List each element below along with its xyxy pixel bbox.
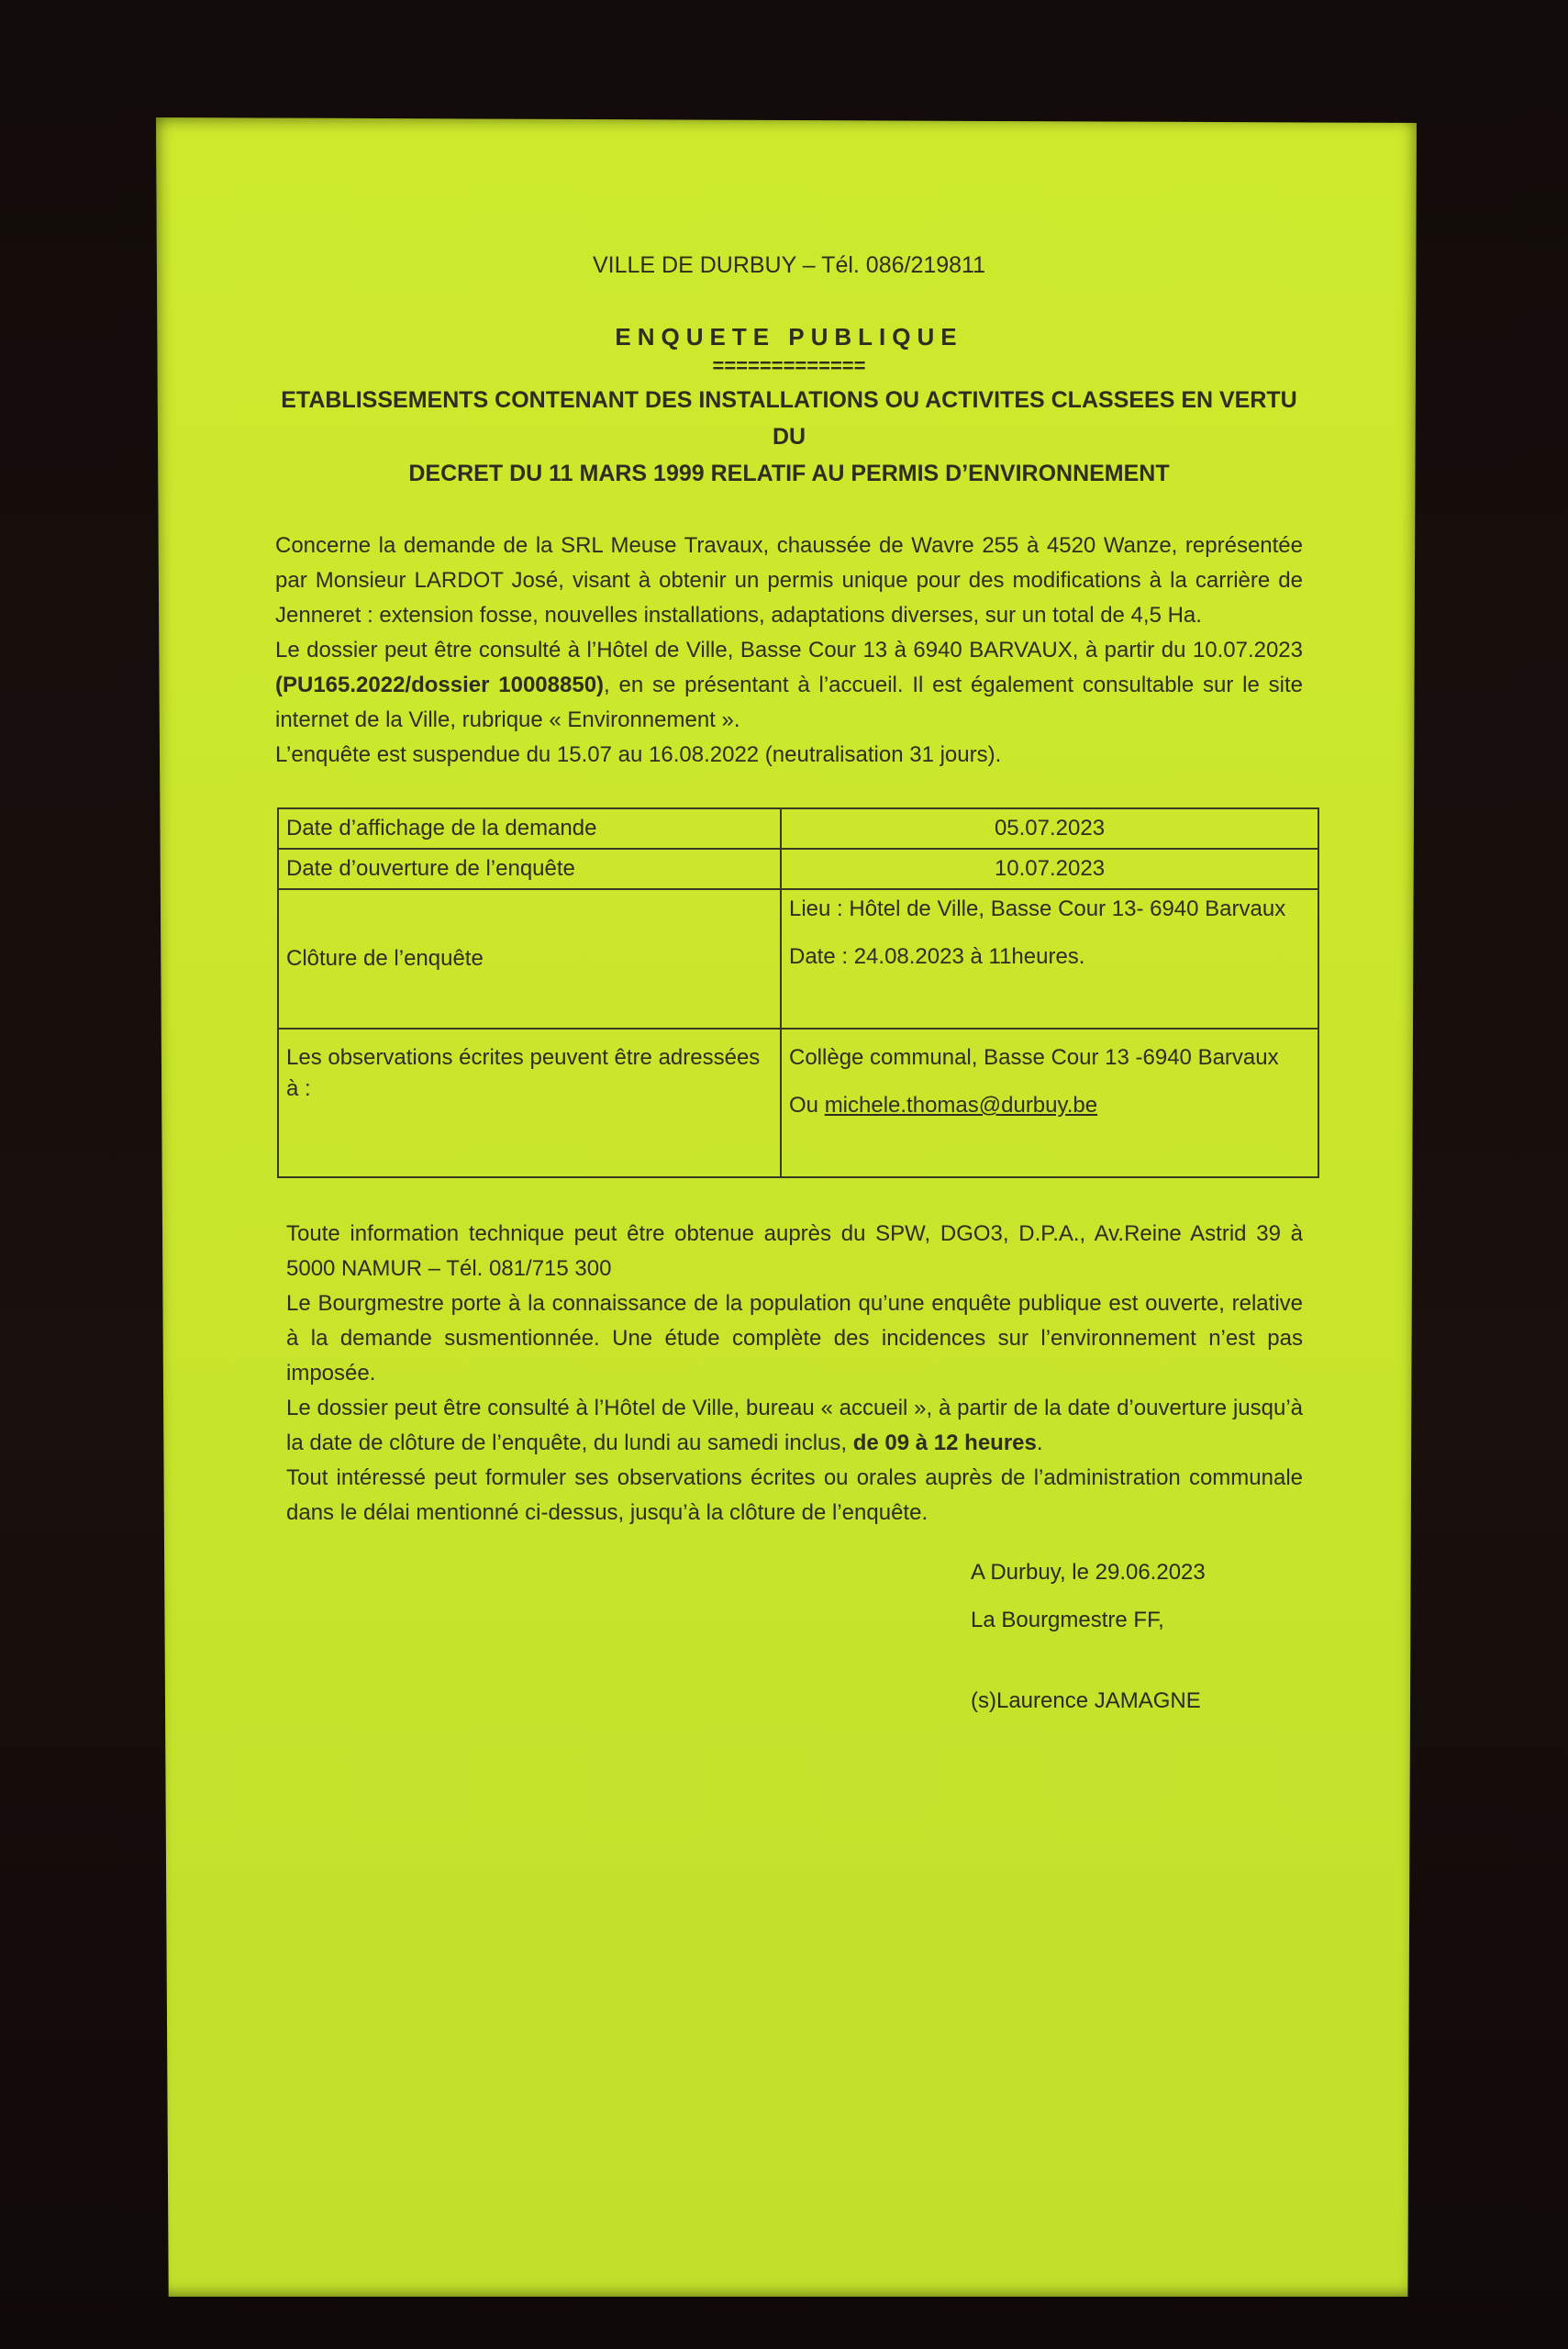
table-row (278, 1029, 1318, 1177)
subject-line-1: ETABLISSEMENTS CONTENANT DES INSTALLATIONS OU ACTIVITES CLASSEES EN VERTU DU (281, 387, 1297, 450)
email-prefix: Ou (789, 1093, 825, 1118)
opening-hours: de 09 à 12 heures (852, 1431, 1037, 1455)
table-row (278, 889, 1318, 1029)
town-header: VILLE DE DURBUY – Tél. 086/219811 (592, 252, 986, 278)
info-paragraph-2: Le Bourgmestre porte à la connaissance de la population qu’une enquête publique est ouverte, relative à la demande susmentionnée. Une étude complète des incidences sur l’environnement n’est pas imposée. (286, 1291, 1303, 1386)
notice-title: ENQUETE PUBLIQUE (615, 323, 963, 351)
observations-email-line (789, 1090, 1310, 1121)
signature-gap (971, 1638, 1206, 1671)
signature-block (971, 1555, 1206, 1719)
row-value-opening-date: 10.07.2023 (781, 849, 1318, 889)
subject-line-2: DECRET DU 11 MARS 1999 RELATIF AU PERMIS D’ENVIRONNEMENT (408, 461, 1170, 486)
file-reference: (PU165.2022/dossier 10008850) (275, 673, 605, 697)
table-row (278, 849, 1318, 889)
row-value-closing (781, 889, 1318, 1029)
row-value-observations (781, 1029, 1318, 1177)
row-value-display-date: 05.07.2023 (781, 808, 1318, 849)
title-separator: ============= (712, 354, 866, 377)
row-label-opening-date: Date d’ouverture de l’enquête (278, 849, 781, 889)
info-paragraph-4: Tout intéressé peut formuler ses observations écrites ou orales auprès de l’administration communale dans le délai mentionné ci-dessus, jusqu’à la clôture de l’enquête. (286, 1465, 1303, 1525)
closing-place: Lieu : Hôtel de Ville, Basse Cour 13- 6940 Barvaux (789, 896, 1286, 921)
observations-address: Collège communal, Basse Cour 13 -6940 Barvaux (789, 1045, 1279, 1070)
table-row (278, 808, 1318, 849)
row-label-observations: Les observations écrites peuvent être adressées à : (278, 1029, 781, 1177)
row-label-closing: Clôture de l’enquête (278, 889, 781, 1029)
intro-p2-end: , en se présentant à l’accueil. Il est également consultable sur le site internet de la Ville, rubrique « Environnement ». (275, 673, 1303, 732)
closing-date: Date : 24.08.2023 à 11heures. (789, 944, 1085, 969)
info-p3-start: Le dossier peut être consulté à l’Hôtel de Ville, bureau « accueil », à partir de la date d’ouverture jusqu’à la date de clôture de l’enquête, du lundi au samedi inclus, (286, 1396, 1303, 1455)
info-paragraph-1: Toute information technique peut être obtenue auprès du SPW, DGO3, D.P.A., Av.Reine Astrid 39 à 5000 NAMUR – Tél. 081/715 300 (286, 1221, 1303, 1281)
signature-name: (s)Laurence JAMAGNE (971, 1688, 1201, 1713)
intro-paragraph-1: Concerne la demande de la SRL Meuse Travaux, chaussée de Wavre 255 à 4520 Wanze, représentée par Monsieur LARDOT José, visant à obtenir un permis unique pour des modifications à la carrière de Jenneret : extension fosse, nouvelles installations, adaptations diverses, sur un total de 4,5 Ha. (275, 533, 1303, 628)
intro-paragraph-3: L’enquête est suspendue du 15.07 au 16.08.2022 (neutralisation 31 jours). (275, 742, 1002, 767)
signature-place-date: A Durbuy, le 29.06.2023 (971, 1560, 1206, 1585)
notice-content (275, 248, 1303, 1531)
info-paragraph-3 (286, 1391, 1303, 1461)
info-block (275, 1217, 1303, 1531)
intro-paragraph-2 (275, 633, 1303, 738)
email-link[interactable]: michele.thomas@durbuy.be (824, 1093, 1098, 1118)
row-label-display-date: Date d’affichage de la demande (278, 808, 781, 849)
intro-p2-start: Le dossier peut être consulté à l’Hôtel de Ville, Basse Cour 13 à 6940 BARVAUX, à partir du 10.07.2023 (275, 638, 1303, 662)
notice-subject (275, 382, 1303, 492)
info-p3-end: . (1036, 1431, 1043, 1455)
inquiry-table (277, 807, 1319, 1178)
intro-block (275, 529, 1303, 773)
signature-role: La Bourgmestre FF, (971, 1608, 1164, 1632)
